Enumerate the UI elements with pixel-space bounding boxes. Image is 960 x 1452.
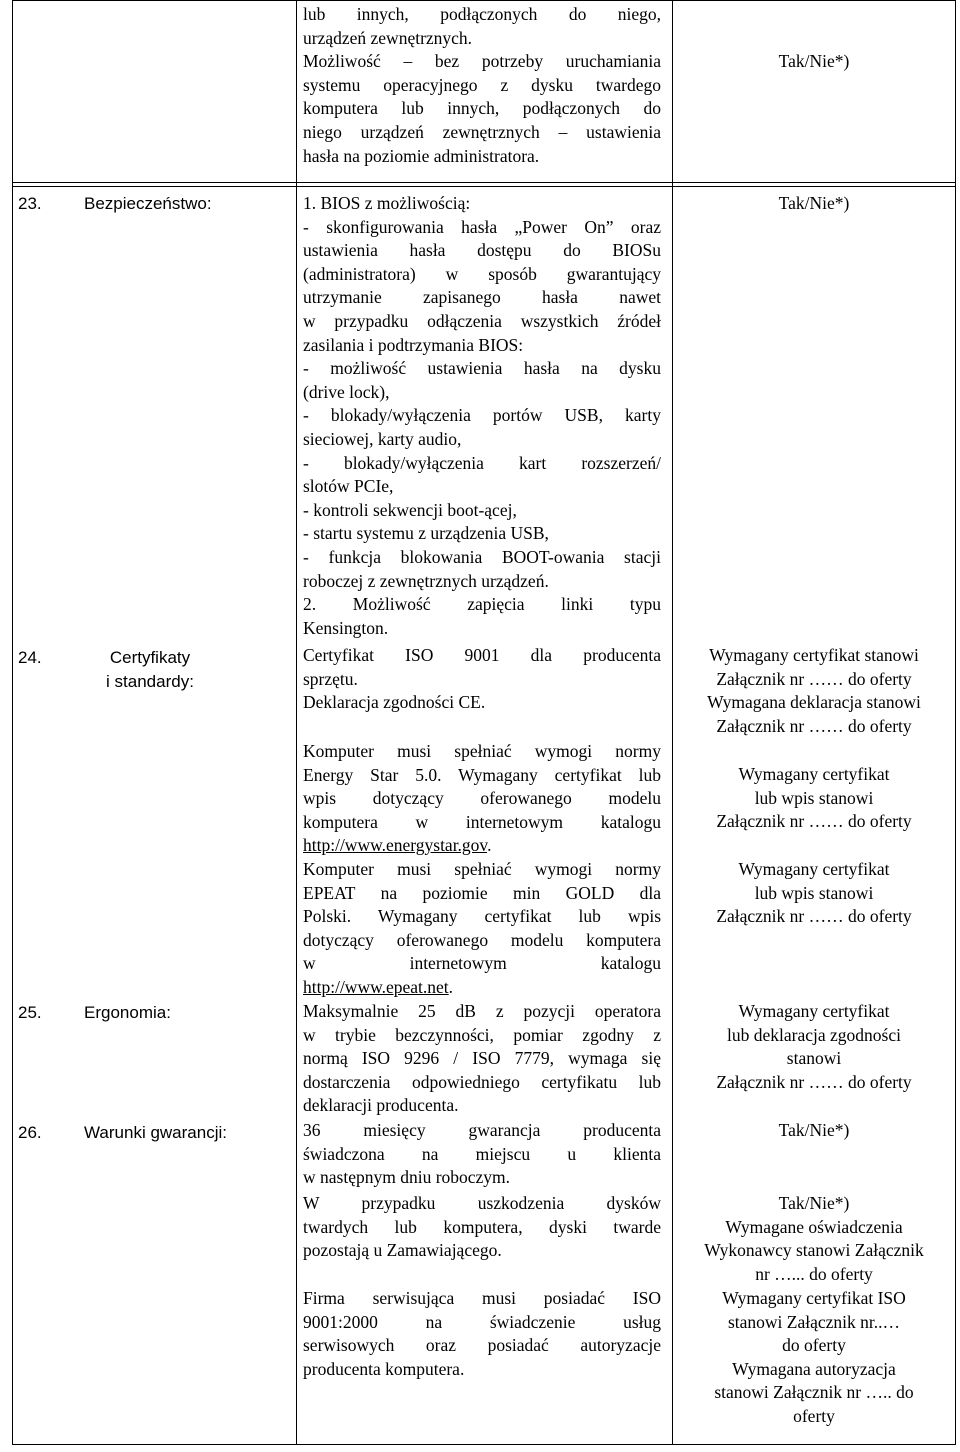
epeat-requirement: Komputer musi spełniać wymogi normy EPEAT na poziomie min GOLD dla Polski. Wymagany certyfikat lub wpis dotyczący oferowanego modelu komputera w internetowym katalogu http://www.epeat.net.	[303, 859, 661, 997]
disk-retention-answer: Tak/Nie*) Wymagane oświadczenia Wykonawcy stanowi Załącznik nr …... do oferty	[704, 1193, 924, 1284]
epeat-link[interactable]: http://www.epeat.net	[303, 976, 449, 997]
row-23-number: 23.	[18, 194, 42, 213]
disk-retention-requirement: W przypadku uszkodzenia dysków twardych lub komputera, dyski twarde pozostają u Zamawiającego.	[303, 1193, 661, 1261]
row-divider-23	[12, 182, 956, 183]
warranty-answer: Tak/Nie*)	[778, 1120, 850, 1140]
row-26-label: Warunki gwarancji:	[84, 1123, 227, 1142]
epeat-answer: Wymagany certyfikat lub wpis stanowi Załącznik nr …… do oferty	[716, 859, 912, 927]
row-25-number: 25.	[18, 1003, 42, 1022]
row-25-label: Ergonomia:	[84, 1003, 171, 1022]
energystar-link[interactable]: http://www.energystar.gov	[303, 835, 488, 856]
table-bottom-border	[12, 1444, 956, 1445]
energy-star-answer: Wymagany certyfikat lub wpis stanowi Załącznik nr …… do oferty	[716, 764, 912, 832]
column-divider-2	[672, 0, 673, 1445]
row-top-description: lub innych, podłączonych do niego, urządzeń zewnętrznych. Możliwość – bez potrzeby uruchamiania systemu operacyjnego z dysku twardego komputera lub innych, podłączonych do niego urządzeń zewnętrznych – ustawienia hasła na poziomie administratora.	[303, 4, 661, 166]
service-iso-requirement: Firma serwisująca musi posiadać ISO 9001:2000 na świadczenie usług serwisowych oraz posiadać autoryzacje producenta komputera.	[303, 1288, 661, 1379]
table-right-border	[955, 0, 956, 1445]
service-iso-answer: Wymagany certyfikat ISO stanowi Załącznik nr..… do oferty Wymagana autoryzacja stanowi Załącznik nr ….. do oferty	[714, 1288, 914, 1426]
row-24-number: 24.	[18, 648, 42, 667]
table-top-border	[12, 0, 956, 1]
ce-declaration-requirement: Deklaracja zgodności CE.	[303, 692, 486, 712]
iso-9001-answer: Wymagany certyfikat stanowi Załącznik nr …… do oferty	[709, 645, 919, 689]
row-24-label: Certyfikaty i standardy:	[106, 648, 194, 691]
column-divider-1	[296, 0, 297, 1445]
row-23-label: Bezpieczeństwo:	[84, 194, 212, 213]
row-25-description: Maksymalnie 25 dB z pozycji operatora w trybie bezczynności, pomiar zgodny z normą ISO 9296 / ISO 7779, wymaga się dostarczenia odpowiedniego certyfikatu lub deklaracji producenta.	[303, 1001, 661, 1116]
energy-star-requirement: Komputer musi spełniać wymogi normy Energy Star 5.0. Wymagany certyfikat lub wpis dotyczący oferowanego modelu komputera w internetowym katalogu http://www.energystar.gov.	[303, 741, 661, 856]
ce-declaration-answer: Wymagana deklaracja stanowi Załącznik nr …… do oferty	[707, 692, 921, 736]
row-25-answer: Wymagany certyfikat lub deklaracja zgodności stanowi Załącznik nr …… do oferty	[716, 1001, 912, 1092]
warranty-requirement: 36 miesięcy gwarancja producenta świadczona na miejscu u klienta w następnym dniu roboczym.	[303, 1120, 661, 1188]
row-26-number: 26.	[18, 1123, 42, 1142]
row-top-answer: Tak/Nie*)	[778, 51, 850, 71]
row-23-description: 1. BIOS z możliwością: - skonfigurowania hasła „Power On” oraz ustawienia hasła dostępu do BIOSu (administratora) w sposób gwarantujący utrzymanie zapisanego hasła nawet w przypadku odłączenia wszystkich źródeł zasilania i podtrzymania BIOS: - możliwość ustawienia hasła na dysku (drive lock), - blokady/wyłączenia portów USB, karty sieciowej, karty audio, - blokady/wyłączenia kart rozszerzeń/ slotów PCIe, - kontroli sekwencji boot-ącej, - startu systemu z urządzenia USB, - funkcja blokowania BOOT-owania stacji roboczej z zewnętrznych urządzeń. 2. Możliwość zapięcia linki typu Kensington.	[303, 193, 661, 638]
table-left-border	[12, 0, 13, 1445]
row-divider-23-bottom	[12, 186, 956, 187]
iso-9001-requirement: Certyfikat ISO 9001 dla producenta sprzętu.	[303, 645, 661, 689]
row-23-answer: Tak/Nie*)	[778, 193, 850, 213]
